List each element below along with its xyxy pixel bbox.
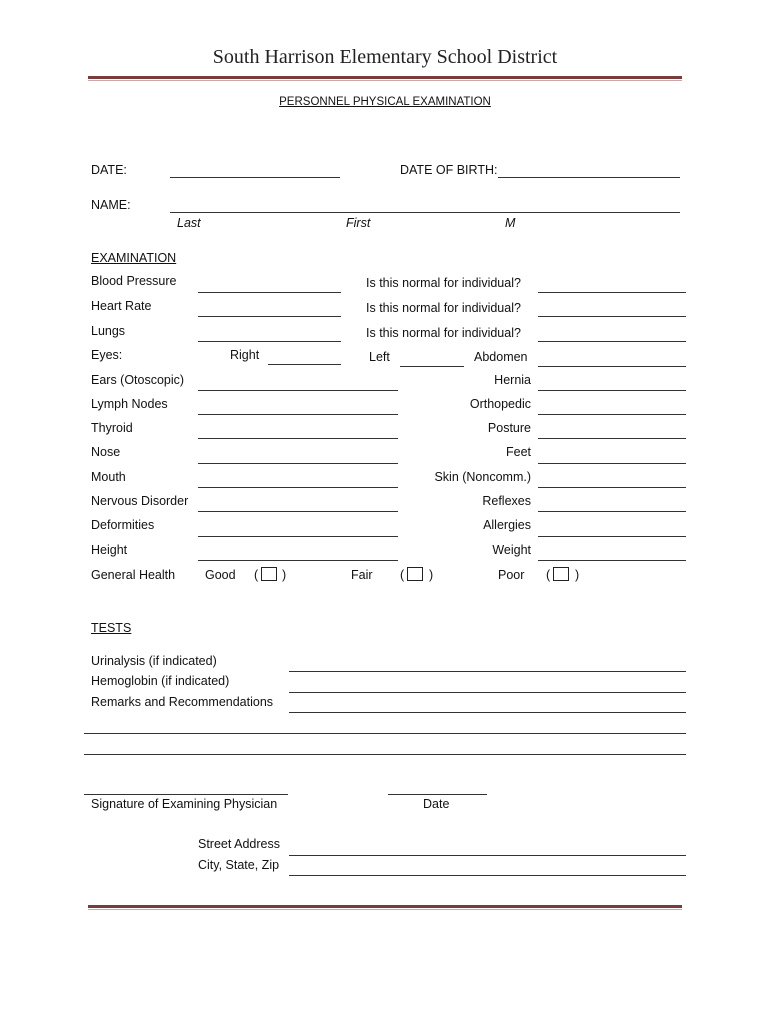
lymph-nodes-label: Lymph Nodes bbox=[91, 397, 168, 411]
date-field[interactable] bbox=[170, 177, 340, 178]
lymph-nodes-field[interactable] bbox=[198, 414, 398, 415]
urinalysis-field[interactable] bbox=[289, 671, 686, 672]
nervous-disorder-field[interactable] bbox=[198, 511, 398, 512]
city-state-zip-label: City, State, Zip bbox=[198, 858, 280, 872]
good-label: Good bbox=[205, 568, 236, 582]
tests-heading: TESTS bbox=[91, 621, 132, 635]
orthopedic-field[interactable] bbox=[538, 414, 686, 415]
fair-paren-close: ) bbox=[429, 568, 434, 582]
footer-rule bbox=[88, 905, 682, 910]
physician-signature-field[interactable] bbox=[84, 794, 288, 795]
name-field[interactable] bbox=[170, 212, 680, 213]
lungs-label: Lungs bbox=[91, 324, 126, 338]
fair-label: Fair bbox=[351, 568, 373, 582]
header-rule bbox=[88, 76, 682, 81]
lungs-field[interactable] bbox=[198, 341, 341, 342]
reflexes-label: Reflexes bbox=[482, 494, 531, 508]
urinalysis-label: Urinalysis (if indicated) bbox=[91, 654, 217, 668]
eyes-left-label: Left bbox=[369, 350, 390, 364]
examination-heading: EXAMINATION bbox=[91, 251, 177, 265]
blood-pressure-field[interactable] bbox=[198, 292, 341, 293]
name-first-caption: First bbox=[346, 216, 371, 230]
signature-date-label: Date bbox=[423, 797, 450, 811]
heart-rate-normal-label: Is this normal for individual? bbox=[366, 301, 521, 315]
poor-paren-close: ) bbox=[575, 568, 580, 582]
blood-pressure-normal-label: Is this normal for individual? bbox=[366, 276, 521, 290]
weight-label: Weight bbox=[492, 543, 531, 557]
good-paren-open: ( bbox=[254, 568, 259, 582]
posture-label: Posture bbox=[487, 421, 531, 435]
abdomen-field[interactable] bbox=[538, 366, 686, 367]
nose-label: Nose bbox=[91, 445, 121, 459]
mouth-label: Mouth bbox=[91, 470, 126, 484]
height-label: Height bbox=[91, 543, 128, 557]
allergies-label: Allergies bbox=[483, 518, 531, 532]
eyes-label: Eyes: bbox=[91, 348, 123, 362]
good-checkbox[interactable] bbox=[261, 567, 277, 581]
heart-rate-field[interactable] bbox=[198, 316, 341, 317]
ears-label: Ears (Otoscopic) bbox=[91, 373, 185, 387]
nose-field[interactable] bbox=[198, 463, 398, 464]
dob-label: DATE OF BIRTH: bbox=[400, 163, 498, 177]
name-last-caption: Last bbox=[177, 216, 201, 230]
street-address-label: Street Address bbox=[198, 837, 280, 851]
physician-signature-label: Signature of Examining Physician bbox=[91, 797, 278, 811]
district-title: South Harrison Elementary School District bbox=[212, 46, 558, 68]
remarks-label: Remarks and Recommendations bbox=[91, 695, 274, 709]
good-paren-close: ) bbox=[282, 568, 287, 582]
deformities-label: Deformities bbox=[91, 518, 155, 532]
date-label: DATE: bbox=[91, 163, 127, 177]
name-middle-caption: M bbox=[505, 216, 516, 230]
street-address-field[interactable] bbox=[289, 855, 686, 856]
poor-checkbox[interactable] bbox=[553, 567, 569, 581]
hemoglobin-field[interactable] bbox=[289, 692, 686, 693]
mouth-field[interactable] bbox=[198, 487, 398, 488]
eyes-right-field[interactable] bbox=[268, 364, 341, 365]
eyes-left-field[interactable] bbox=[400, 366, 464, 367]
deformities-field[interactable] bbox=[198, 536, 398, 537]
feet-field[interactable] bbox=[538, 463, 686, 464]
height-field[interactable] bbox=[198, 560, 398, 561]
city-state-zip-field[interactable] bbox=[289, 875, 686, 876]
abdomen-label: Abdomen bbox=[474, 350, 528, 364]
fair-checkbox[interactable] bbox=[407, 567, 423, 581]
heart-rate-label: Heart Rate bbox=[91, 299, 152, 313]
heart-rate-normal-field[interactable] bbox=[538, 316, 686, 317]
allergies-field[interactable] bbox=[538, 536, 686, 537]
weight-field[interactable] bbox=[538, 560, 686, 561]
name-label: NAME: bbox=[91, 198, 131, 212]
general-health-label: General Health bbox=[91, 568, 176, 582]
lungs-normal-label: Is this normal for individual? bbox=[366, 326, 521, 340]
hernia-label: Hernia bbox=[494, 373, 531, 387]
blood-pressure-normal-field[interactable] bbox=[538, 292, 686, 293]
form-title: PERSONNEL PHYSICAL EXAMINATION bbox=[279, 96, 491, 108]
orthopedic-label: Orthopedic bbox=[469, 397, 531, 411]
feet-label: Feet bbox=[505, 445, 531, 459]
signature-date-field[interactable] bbox=[388, 794, 487, 795]
blood-pressure-label: Blood Pressure bbox=[91, 274, 177, 288]
ears-field[interactable] bbox=[198, 390, 398, 391]
posture-field[interactable] bbox=[538, 438, 686, 439]
reflexes-field[interactable] bbox=[538, 511, 686, 512]
skin-label: Skin (Noncomm.) bbox=[434, 470, 531, 484]
thyroid-field[interactable] bbox=[198, 438, 398, 439]
skin-field[interactable] bbox=[538, 487, 686, 488]
eyes-right-label: Right bbox=[230, 348, 260, 362]
thyroid-label: Thyroid bbox=[91, 421, 133, 435]
nervous-disorder-label: Nervous Disorder bbox=[91, 494, 189, 508]
remarks-line-3[interactable] bbox=[84, 754, 686, 755]
dob-field[interactable] bbox=[498, 177, 680, 178]
hemoglobin-label: Hemoglobin (if indicated) bbox=[91, 674, 230, 688]
poor-label: Poor bbox=[498, 568, 525, 582]
remarks-line-2[interactable] bbox=[84, 733, 686, 734]
hernia-field[interactable] bbox=[538, 390, 686, 391]
poor-paren-open: ( bbox=[546, 568, 551, 582]
remarks-field[interactable] bbox=[289, 712, 686, 713]
fair-paren-open: ( bbox=[400, 568, 405, 582]
lungs-normal-field[interactable] bbox=[538, 341, 686, 342]
